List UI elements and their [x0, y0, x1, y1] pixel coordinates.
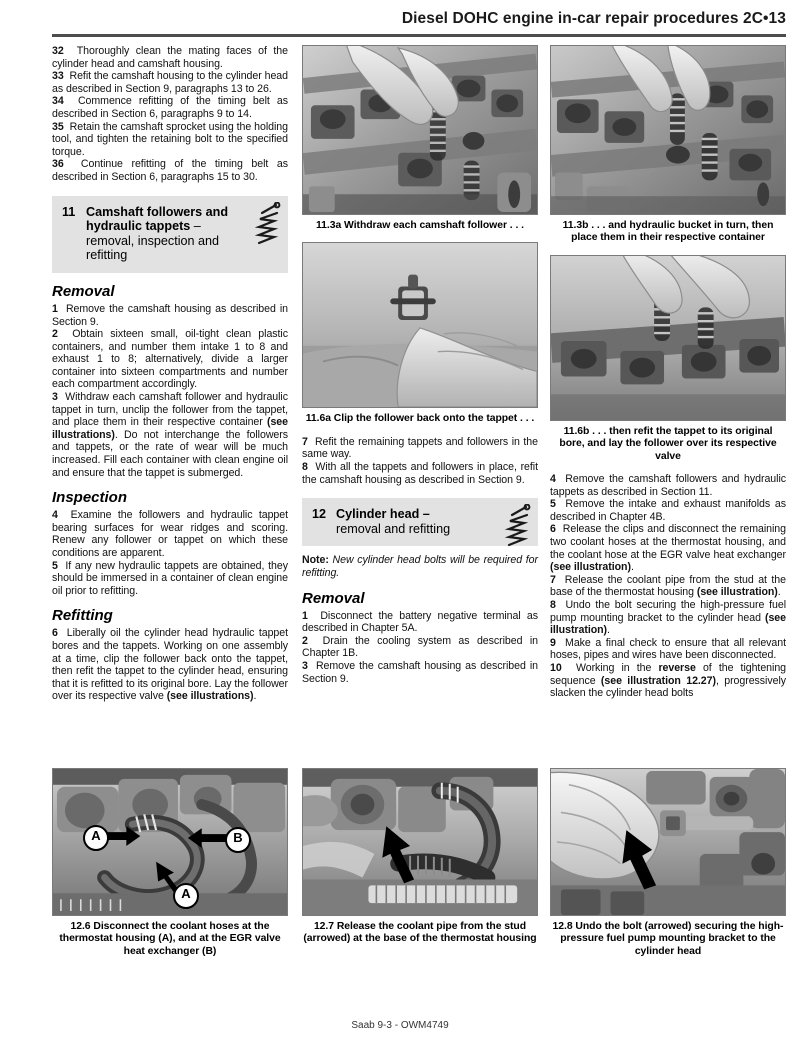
paragraph-text: Release the coolant pipe from the stud at the base of the thermostat housing — [550, 573, 786, 599]
paragraph-10 — [550, 662, 786, 700]
paragraph-text: Disconnect the battery negative terminal as described in Chapter 5A. — [302, 609, 538, 635]
paragraph-number: 3 — [52, 391, 58, 404]
section-heading-11 — [52, 196, 288, 273]
photo-12-6 — [52, 768, 288, 916]
paragraph-33 — [52, 70, 288, 95]
refitting-heading: Refitting — [52, 607, 113, 625]
paragraph-number: 4 — [550, 473, 556, 486]
see-illustration-ref: (see illustration) — [550, 611, 786, 637]
section-number: 12 — [312, 507, 327, 522]
section-title-bold: Camshaft followers and hydraulic tappets — [86, 204, 229, 234]
paragraph-text: Examine the followers and hydraulic tappet bearing surfaces for wear ridges and scoring. Renew any follower or tappet on which these conditions are apparent. — [52, 509, 288, 559]
removal-heading: Removal — [302, 589, 365, 607]
paragraph-number: 36 — [52, 158, 64, 171]
photo-11-3b — [550, 45, 786, 215]
marker-a-1: A — [83, 825, 109, 851]
paragraph-text: If any new hydraulic tappets are obtained, they should be immersed in a container of clean engine oil prior to refitting. — [52, 559, 288, 597]
bottom-right-figure — [550, 768, 786, 968]
section-heading-12 — [302, 498, 538, 546]
paragraph-number: 35 — [52, 120, 64, 133]
refitting-paragraph-6 — [52, 627, 288, 703]
paragraph-number: 5 — [550, 498, 556, 511]
paragraph-text-cont: . — [777, 586, 781, 599]
paragraph-text: Withdraw each camshaft follower and hydraulic tappet in turn, unclip the follower from the tappet, and place them in their respective container — [52, 391, 288, 429]
section-title-light: removal and refitting — [336, 521, 451, 536]
paragraph-number: 2 — [52, 328, 58, 341]
bottom-middle-figure — [302, 768, 538, 956]
middle-column — [302, 45, 538, 685]
inspection-heading: Inspection — [52, 489, 128, 507]
paragraph-32 — [52, 45, 288, 70]
paragraph-number: 7 — [302, 435, 308, 448]
paragraph-number: 8 — [302, 461, 308, 473]
see-illustration-ref: (see illustration 12.27) — [600, 674, 716, 687]
paragraph-text: Make a final check to ensure that all relevant hoses, pipes and wires have been disconnected. — [550, 636, 786, 662]
caption-11-3b: 11.3b . . . and hydraulic bucket in turn, then place them in their respective container — [562, 220, 774, 244]
footer-text: Saab 9-3 - OWM4749 — [351, 1020, 449, 1031]
paragraph-text-cont2: , progressively slacken the cylinder head bolts — [550, 674, 786, 700]
left-column — [52, 45, 288, 703]
paragraph-8 — [550, 599, 786, 637]
paragraph-number: 9 — [550, 636, 556, 649]
paragraph-text-cont: . — [630, 561, 634, 574]
paragraph-number: 1 — [302, 609, 308, 622]
paragraph-number: 34 — [52, 95, 64, 108]
paragraph-text: Release the clips and disconnect the remaining two coolant hoses at the thermostat housing, and the coolant hose at the EGR valve heat exchanger — [550, 523, 786, 561]
paragraph-text-cont: of the tightening sequence — [550, 661, 786, 687]
paragraph-text: Liberally oil the cylinder head hydraulic tappet bores and the tappets. Working on one assembly at a time, clip the follower back onto the tappet, then refit the tappet to the cylinder head, ensuring that it is refitted to its original bore. Lay the follower over its respective valve — [52, 627, 288, 703]
paragraph-number: 10 — [550, 661, 562, 674]
paragraph-text-cont: . — [253, 690, 257, 703]
paragraph-number: 3 — [302, 659, 308, 672]
caption-11-3a: 11.3a Withdraw each camshaft follower . . . — [316, 220, 524, 231]
inspection-paragraph-5 — [52, 560, 288, 598]
inspection-paragraph-4 — [52, 509, 288, 559]
page-title: Diesel DOHC engine in-car repair procedures 2C•13 — [401, 10, 786, 27]
see-illustration-ref: (see illustration) — [696, 586, 778, 599]
paragraph-number: 2 — [302, 634, 308, 647]
caption-11-6a: 11.6a Clip the follower back onto the tappet . . . — [305, 413, 535, 425]
photo-12-7 — [302, 768, 538, 916]
caption-12-6: 12.6 Disconnect the coolant hoses at the thermostat housing (A), and at the EGR valve heat exchanger (B) — [59, 921, 281, 957]
paragraph-34 — [52, 95, 288, 120]
removal-heading: Removal — [52, 282, 115, 300]
photo-11-6a — [302, 242, 538, 408]
note-label: Note: — [302, 554, 329, 567]
paragraph-number: 32 — [52, 45, 64, 57]
paragraph-4 — [550, 473, 786, 498]
paragraph-text: Remove the camshaft housing as described in Section 9. — [302, 659, 538, 685]
removal-paragraph-1 — [302, 610, 538, 635]
section-title-bold: Cylinder head – — [336, 507, 430, 522]
paragraph-number: 6 — [52, 627, 58, 640]
removal-paragraph-1 — [52, 303, 288, 328]
spanner-icon — [254, 202, 282, 248]
paragraph-text: Refit the camshaft housing to the cylinder head as described in Section 9, paragraphs 13 to 26. — [52, 70, 288, 95]
paragraph-text: Remove the intake and exhaust manifolds as described in Chapter 4B. — [550, 498, 787, 523]
paragraph-7 — [302, 436, 538, 461]
paragraph-text: Continue refitting of the timing belt as described in Section 6, paragraphs 15 to 30. — [52, 158, 288, 183]
paragraph-text-cont: . — [607, 624, 610, 637]
paragraph-text: Commence refitting of the timing belt as described in Section 6, paragraphs 9 to 14. — [52, 95, 289, 120]
paragraph-number: 6 — [550, 523, 556, 536]
section-number: 11 — [62, 204, 76, 219]
caption-11-6b: 11.6b . . . then refit the tappet to its original bore, and lay the follower over its respective valve — [559, 425, 777, 462]
paragraph-number: 33 — [52, 70, 64, 83]
removal-paragraph-3 — [52, 391, 288, 479]
see-illustration-ref: (see illustration) — [550, 561, 631, 574]
paragraph-text: Obtain sixteen small, oil-tight clean plastic containers, and number them intake 1 to 8 and exhaust 1 to 8; alternatively, divide a larger container into sixteen compartments and number each compartment accordingly. — [52, 328, 288, 391]
paragraph-text: With all the tappets and followers in place, refit the camshaft housing as described in Section 9. — [302, 461, 538, 486]
paragraph-text-cont: . Do not interchange the followers and tappets, or the rate of wear will be much increased. Fill each container with clean engine oil and ensure that the tappet is submerged. — [52, 428, 288, 479]
reverse-emphasis: reverse — [658, 661, 696, 674]
caption-12-8: 12.8 Undo the bolt (arrowed) securing the high-pressure fuel pump mounting bracket to the cylinder head — [552, 921, 784, 957]
paragraph-number: 1 — [52, 302, 58, 315]
paragraph-7 — [550, 574, 786, 599]
spanner-icon — [504, 504, 532, 550]
paragraph-text: Drain the cooling system as described in Chapter 1B. — [302, 634, 538, 660]
paragraph-number: 7 — [550, 573, 556, 586]
note-text: New cylinder head bolts will be required for refitting. — [302, 554, 538, 579]
right-column — [550, 45, 786, 700]
paragraph-text: Remove the camshaft housing as described in Section 9. — [52, 302, 288, 328]
paragraph-number: 5 — [52, 559, 58, 572]
paragraph-6 — [550, 523, 786, 573]
photo-11-6b — [550, 255, 786, 421]
caption-12-7: 12.7 Release the coolant pipe from the stud (arrowed) at the base of the thermostat housing — [303, 921, 537, 945]
see-illustrations-ref: (see illustrations) — [52, 416, 288, 441]
paragraph-35 — [52, 121, 288, 159]
paragraph-text: Working in the — [575, 661, 659, 674]
paragraph-text: Refit the remaining tappets and followers in the same way. — [302, 435, 538, 461]
photo-11-3a — [302, 45, 538, 215]
marker-a-2: A — [173, 883, 199, 909]
paragraph-text: Retain the camshaft sprocket using the holding tool, and tighten the retaining bolt to the specified torque. — [52, 120, 288, 158]
paragraph-5 — [550, 498, 786, 523]
paragraph-36 — [52, 158, 288, 183]
removal-paragraph-2 — [302, 635, 538, 660]
paragraph-text: Undo the bolt securing the high-pressure fuel pump mounting bracket to the cylinder head — [550, 598, 786, 624]
page-footer — [0, 1020, 800, 1031]
paragraph-9 — [550, 637, 786, 662]
paragraph-8 — [302, 461, 538, 486]
section-title — [336, 507, 492, 536]
paragraph-number: 8 — [550, 598, 556, 611]
paragraph-number: 4 — [52, 509, 58, 522]
paragraph-text: Thoroughly clean the mating faces of the cylinder head and camshaft housing. — [52, 45, 288, 70]
removal-paragraph-3 — [302, 660, 538, 685]
removal-paragraph-2 — [52, 328, 288, 391]
photo-12-8 — [550, 768, 786, 916]
marker-b: B — [225, 827, 251, 853]
paragraph-text: Remove the camshaft followers and hydraulic tappets as described in Section 11. — [550, 473, 786, 498]
section-title-light: – removal, inspection and refitting — [86, 219, 220, 263]
see-illustrations-ref: (see illustrations) — [166, 690, 254, 703]
header-divider — [52, 34, 786, 37]
note-paragraph — [302, 554, 538, 579]
section-title — [86, 205, 242, 263]
bottom-left-figure — [52, 768, 288, 968]
